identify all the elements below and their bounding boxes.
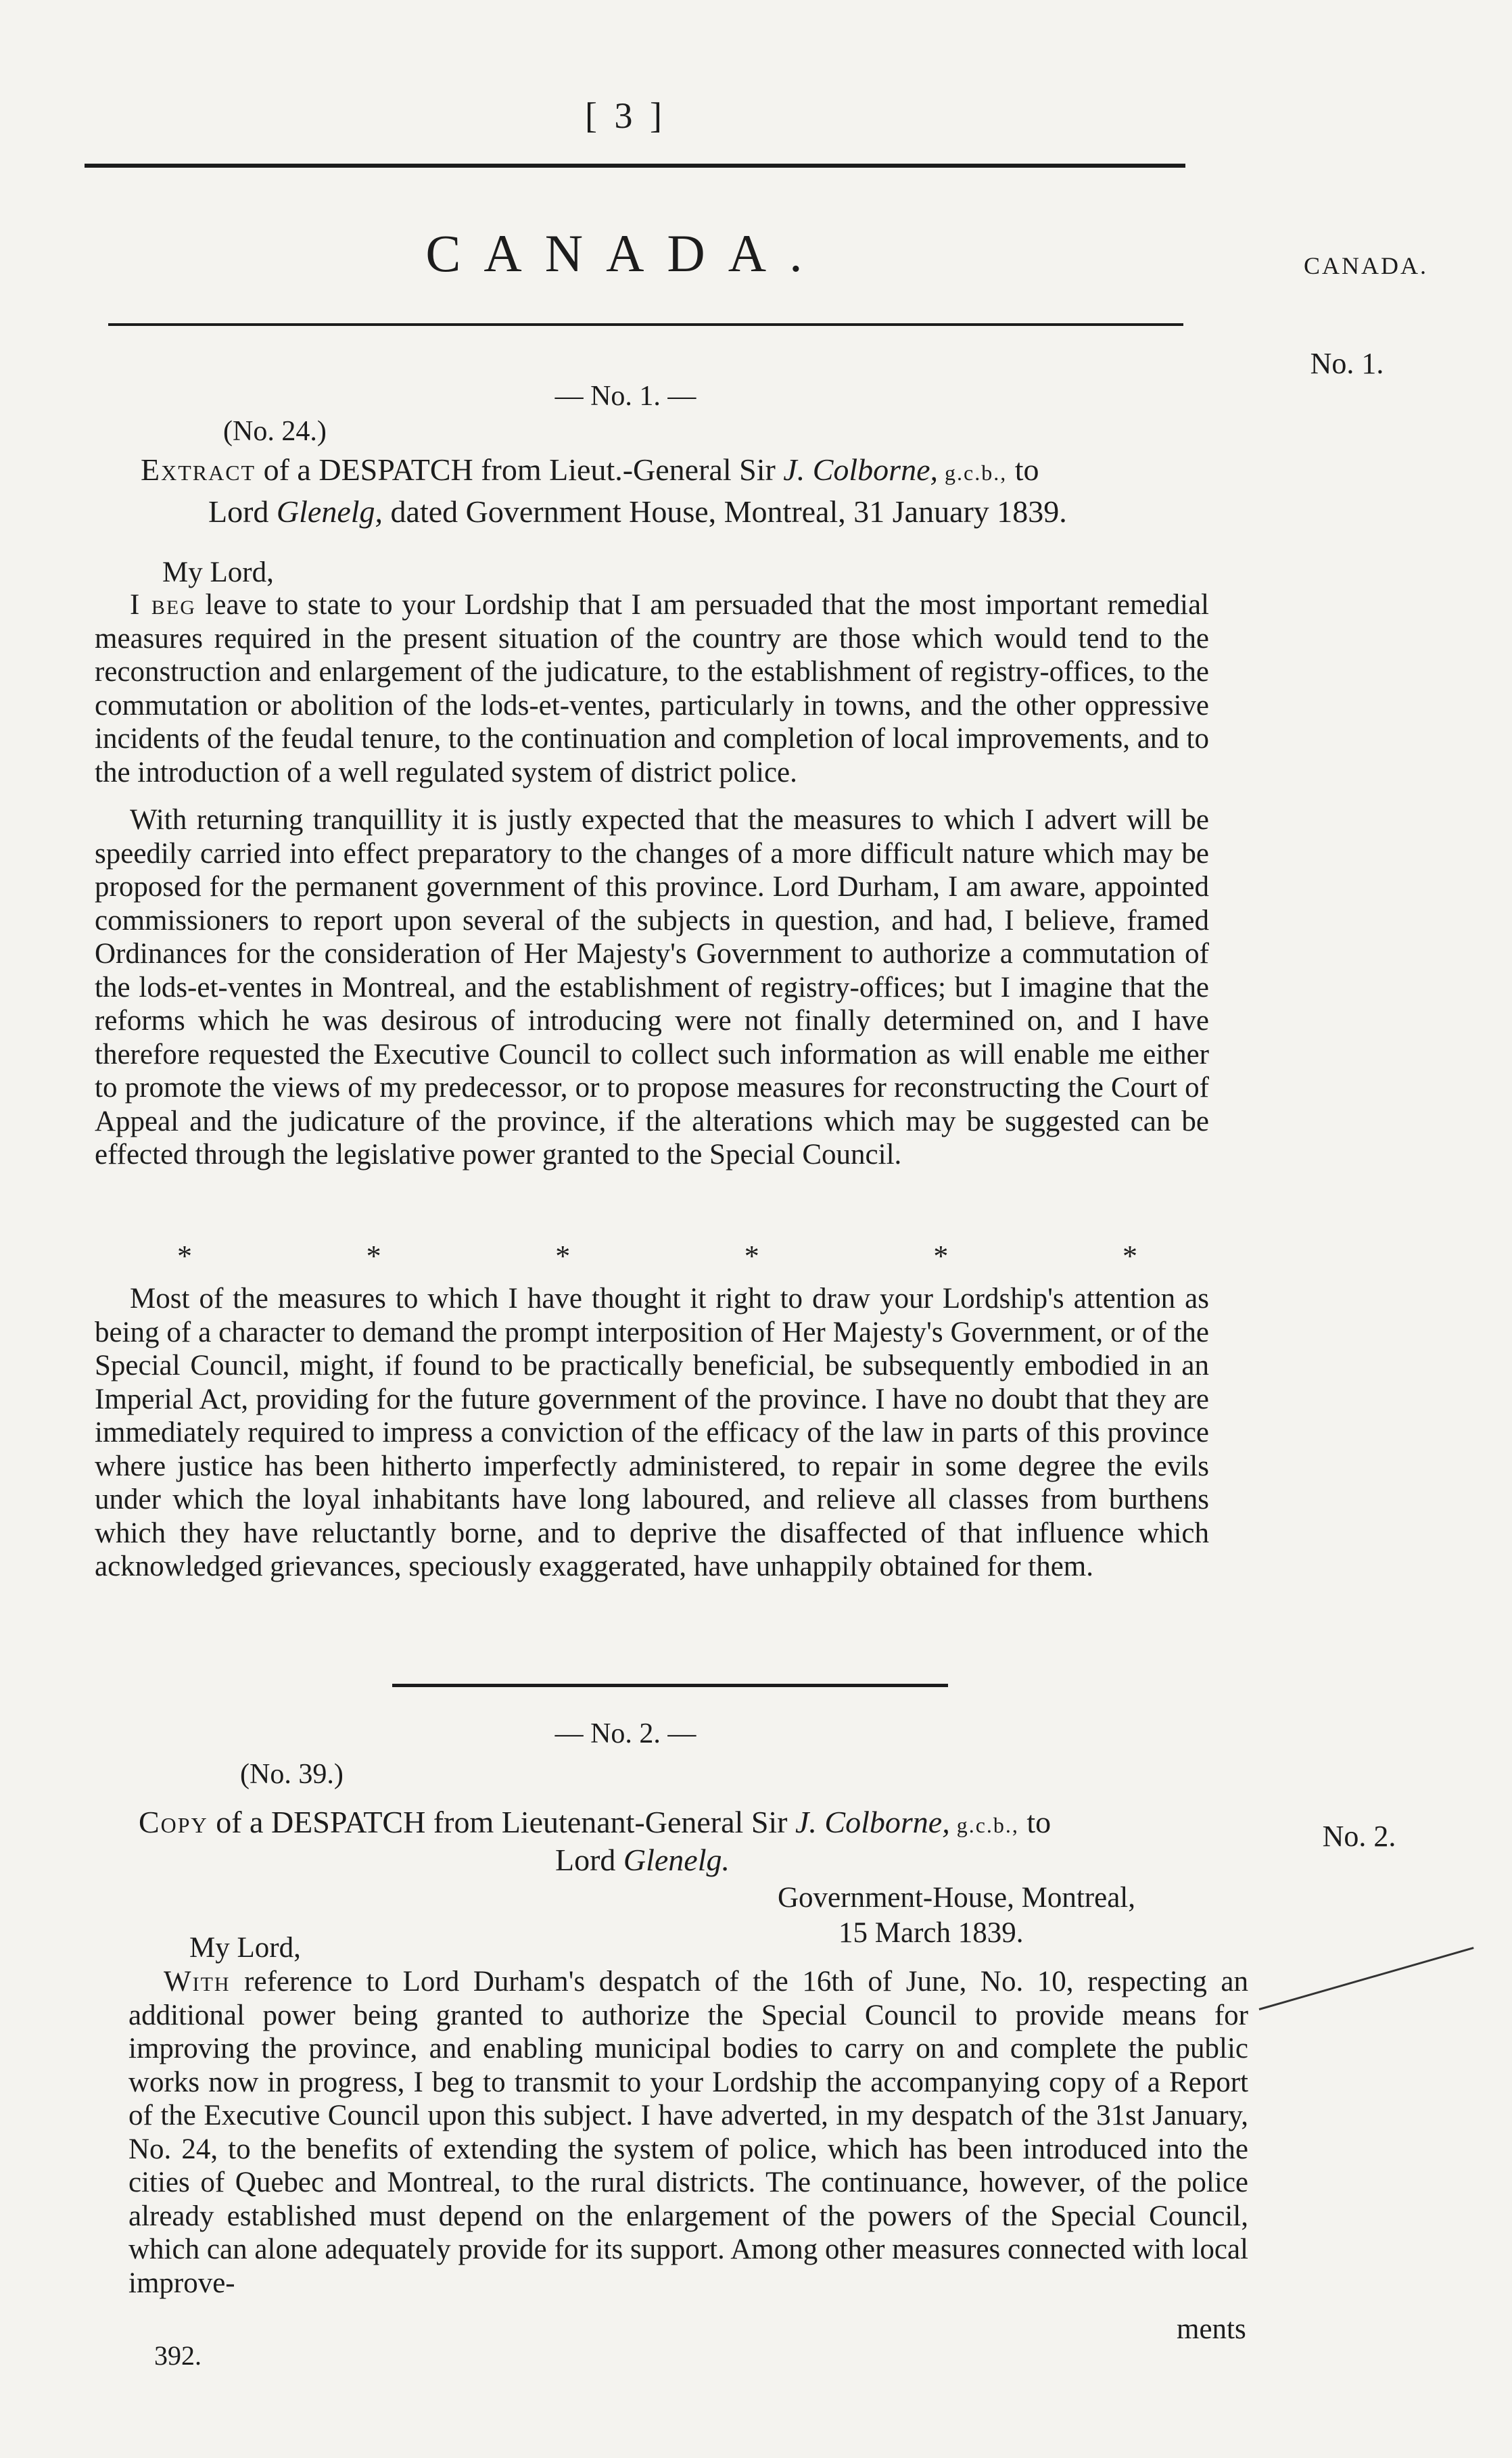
margin-no-2: No. 2.: [1322, 1820, 1396, 1853]
heading-to: to: [1007, 452, 1039, 487]
despatch-1-paragraph-1: [95, 588, 1209, 789]
star: *: [366, 1239, 381, 1273]
star: *: [555, 1239, 571, 1273]
despatch-2-date: 15 March 1839.: [838, 1917, 1024, 1949]
star: *: [744, 1239, 759, 1273]
page-number: [ 3 ]: [585, 95, 666, 136]
heading-lead: Copy: [139, 1805, 208, 1839]
heading-text: of a DESPATCH from Lieut.-General Sir: [256, 452, 784, 487]
section-rule: [392, 1684, 948, 1687]
heading-lead: Extract: [141, 452, 256, 487]
top-rule: [85, 164, 1185, 168]
heading-name: J. Colborne,: [795, 1805, 950, 1839]
catchword: ments: [1177, 2313, 1246, 2345]
despatch-1-ellipsis-stars: [177, 1239, 1137, 1273]
star: *: [177, 1239, 192, 1273]
heading-order: g.c.b.,: [949, 1813, 1019, 1837]
heading-name: J. Colborne,: [783, 452, 938, 487]
despatch-2-reference: (No. 39.): [240, 1759, 344, 1790]
heading-line2: [141, 492, 1223, 531]
star: *: [1122, 1239, 1137, 1273]
heading-order: g.c.b.,: [938, 460, 1008, 485]
heading-to: to: [1018, 1805, 1052, 1839]
paragraph-text: reference to Lord Durham's despatch of the 16th of June, No. 10, respecting an additional power being granted to authorize the Special Council to provide means for improving the province, and enabling municipal bodies to carry on and complete the public works now in progress, I beg to transmit to your Lordship the accompanying copy of a Report of the Executive Council upon this subject. I have adverted, in my despatch of the 31st January, No. 24, to the benefits of extending the system of police, which has been introduced into the cities of Quebec and Montreal, to the rural districts. The continuance, however, of the police already established must depend on the enlargement of the powers of the Special Council, which can alone adequately provide for its support. Among other measures connected with local improve-: [128, 1966, 1248, 2299]
despatch-1-number: — No. 1. —: [554, 381, 696, 412]
despatch-2-paragraph-1: [128, 1965, 1248, 2300]
despatch-1-paragraph-2: With returning tranquillity it is justly expected that the measures to which I advert will be speedily carried into effect preparatory to the changes of a more difficult nature which may be proposed for the permanent government of this province. Lord Durham, I am aware, appointed commissioners to report upon several of the subjects in question, and had, I believe, framed Ordinances for the consideration of Her Majesty's Government to authorize a commutation of the lods-et-ventes in Montreal, and the establishment of registry-offices; but I imagine that the reforms which he was desirous of introducing were not finally determined on, and I have therefore requested the Executive Council to collect such information as will enable me either to promote the views of my predecessor, or to propose measures for reconstructing the Court of Appeal and the judicature of the province, if the alterations which may be suggested can be effected through the legislative power granted to the Special Council.: [95, 804, 1209, 1171]
heading-recipient: Glenelg.: [623, 1843, 730, 1877]
despatch-1-paragraph-3: Most of the measures to which I have thought it right to draw your Lordship's attention as being of a character to demand the prompt interposition of Her Majesty's Government, or of the Special Council, might, if found to be practically beneficial, be subsequently embodied in an Imperial Act, providing for the future government of the province. I have no doubt that they are immediately required to impress a conviction of the efficacy of the law in parts of this province where justice has been hitherto imperfectly administered, to repair in some degree the evils under which the loyal inhabitants have long laboured, and relieve all classes from burthens which they have reluctantly borne, and to deprive the disaffected of that influence which acknowledged grievances, speciously exaggerated, have unhappily obtained for them.: [95, 1283, 1209, 1582]
heading-line2-text: Lord: [554, 1843, 623, 1877]
despatch-2-heading: [139, 1803, 1248, 1845]
title-rule: [108, 323, 1183, 326]
margin-pen-mark: [1259, 1947, 1474, 2010]
despatch-2-salutation: My Lord,: [189, 1932, 301, 1964]
heading-recipient: Glenelg,: [276, 494, 383, 529]
heading-line2-text: Lord: [208, 494, 277, 529]
margin-no-1: No. 1.: [1310, 347, 1384, 380]
despatch-2-heading-line2: [0, 1841, 1285, 1880]
despatch-1-heading: [141, 450, 1223, 531]
paragraph-lead: I beg: [130, 589, 196, 621]
heading-date: dated Government House, Montreal, 31 January 1839.: [383, 494, 1067, 529]
despatch-1-reference: (No. 24.): [223, 416, 327, 447]
despatch-2-place: Government-House, Montreal,: [778, 1882, 1135, 1914]
paragraph-text: leave to state to your Lordship that I am persuaded that the most important remedial measures required in the present situation of the country are those which would tend to the reconstruction and enlargement of the judicature, to the establishment of registry-offices, to the commutation or abolition of the lods-et-ventes, particularly in towns, and the other oppressive incidents of the feudal tenure, to the continuation and completion of local improvements, and to the introduction of a well regulated system of district police.: [95, 589, 1209, 788]
despatch-1-salutation: My Lord,: [162, 557, 274, 588]
margin-title: CANADA.: [1303, 252, 1428, 279]
heading-text: of a DESPATCH from Lieutenant-General Sir: [208, 1805, 795, 1839]
despatch-2-number: — No. 2. —: [554, 1718, 696, 1749]
paragraph-lead: With: [164, 1966, 231, 1998]
page-title: CANADA.: [425, 224, 826, 283]
star: *: [933, 1239, 949, 1273]
footer-page-number: 392.: [154, 2340, 202, 2371]
